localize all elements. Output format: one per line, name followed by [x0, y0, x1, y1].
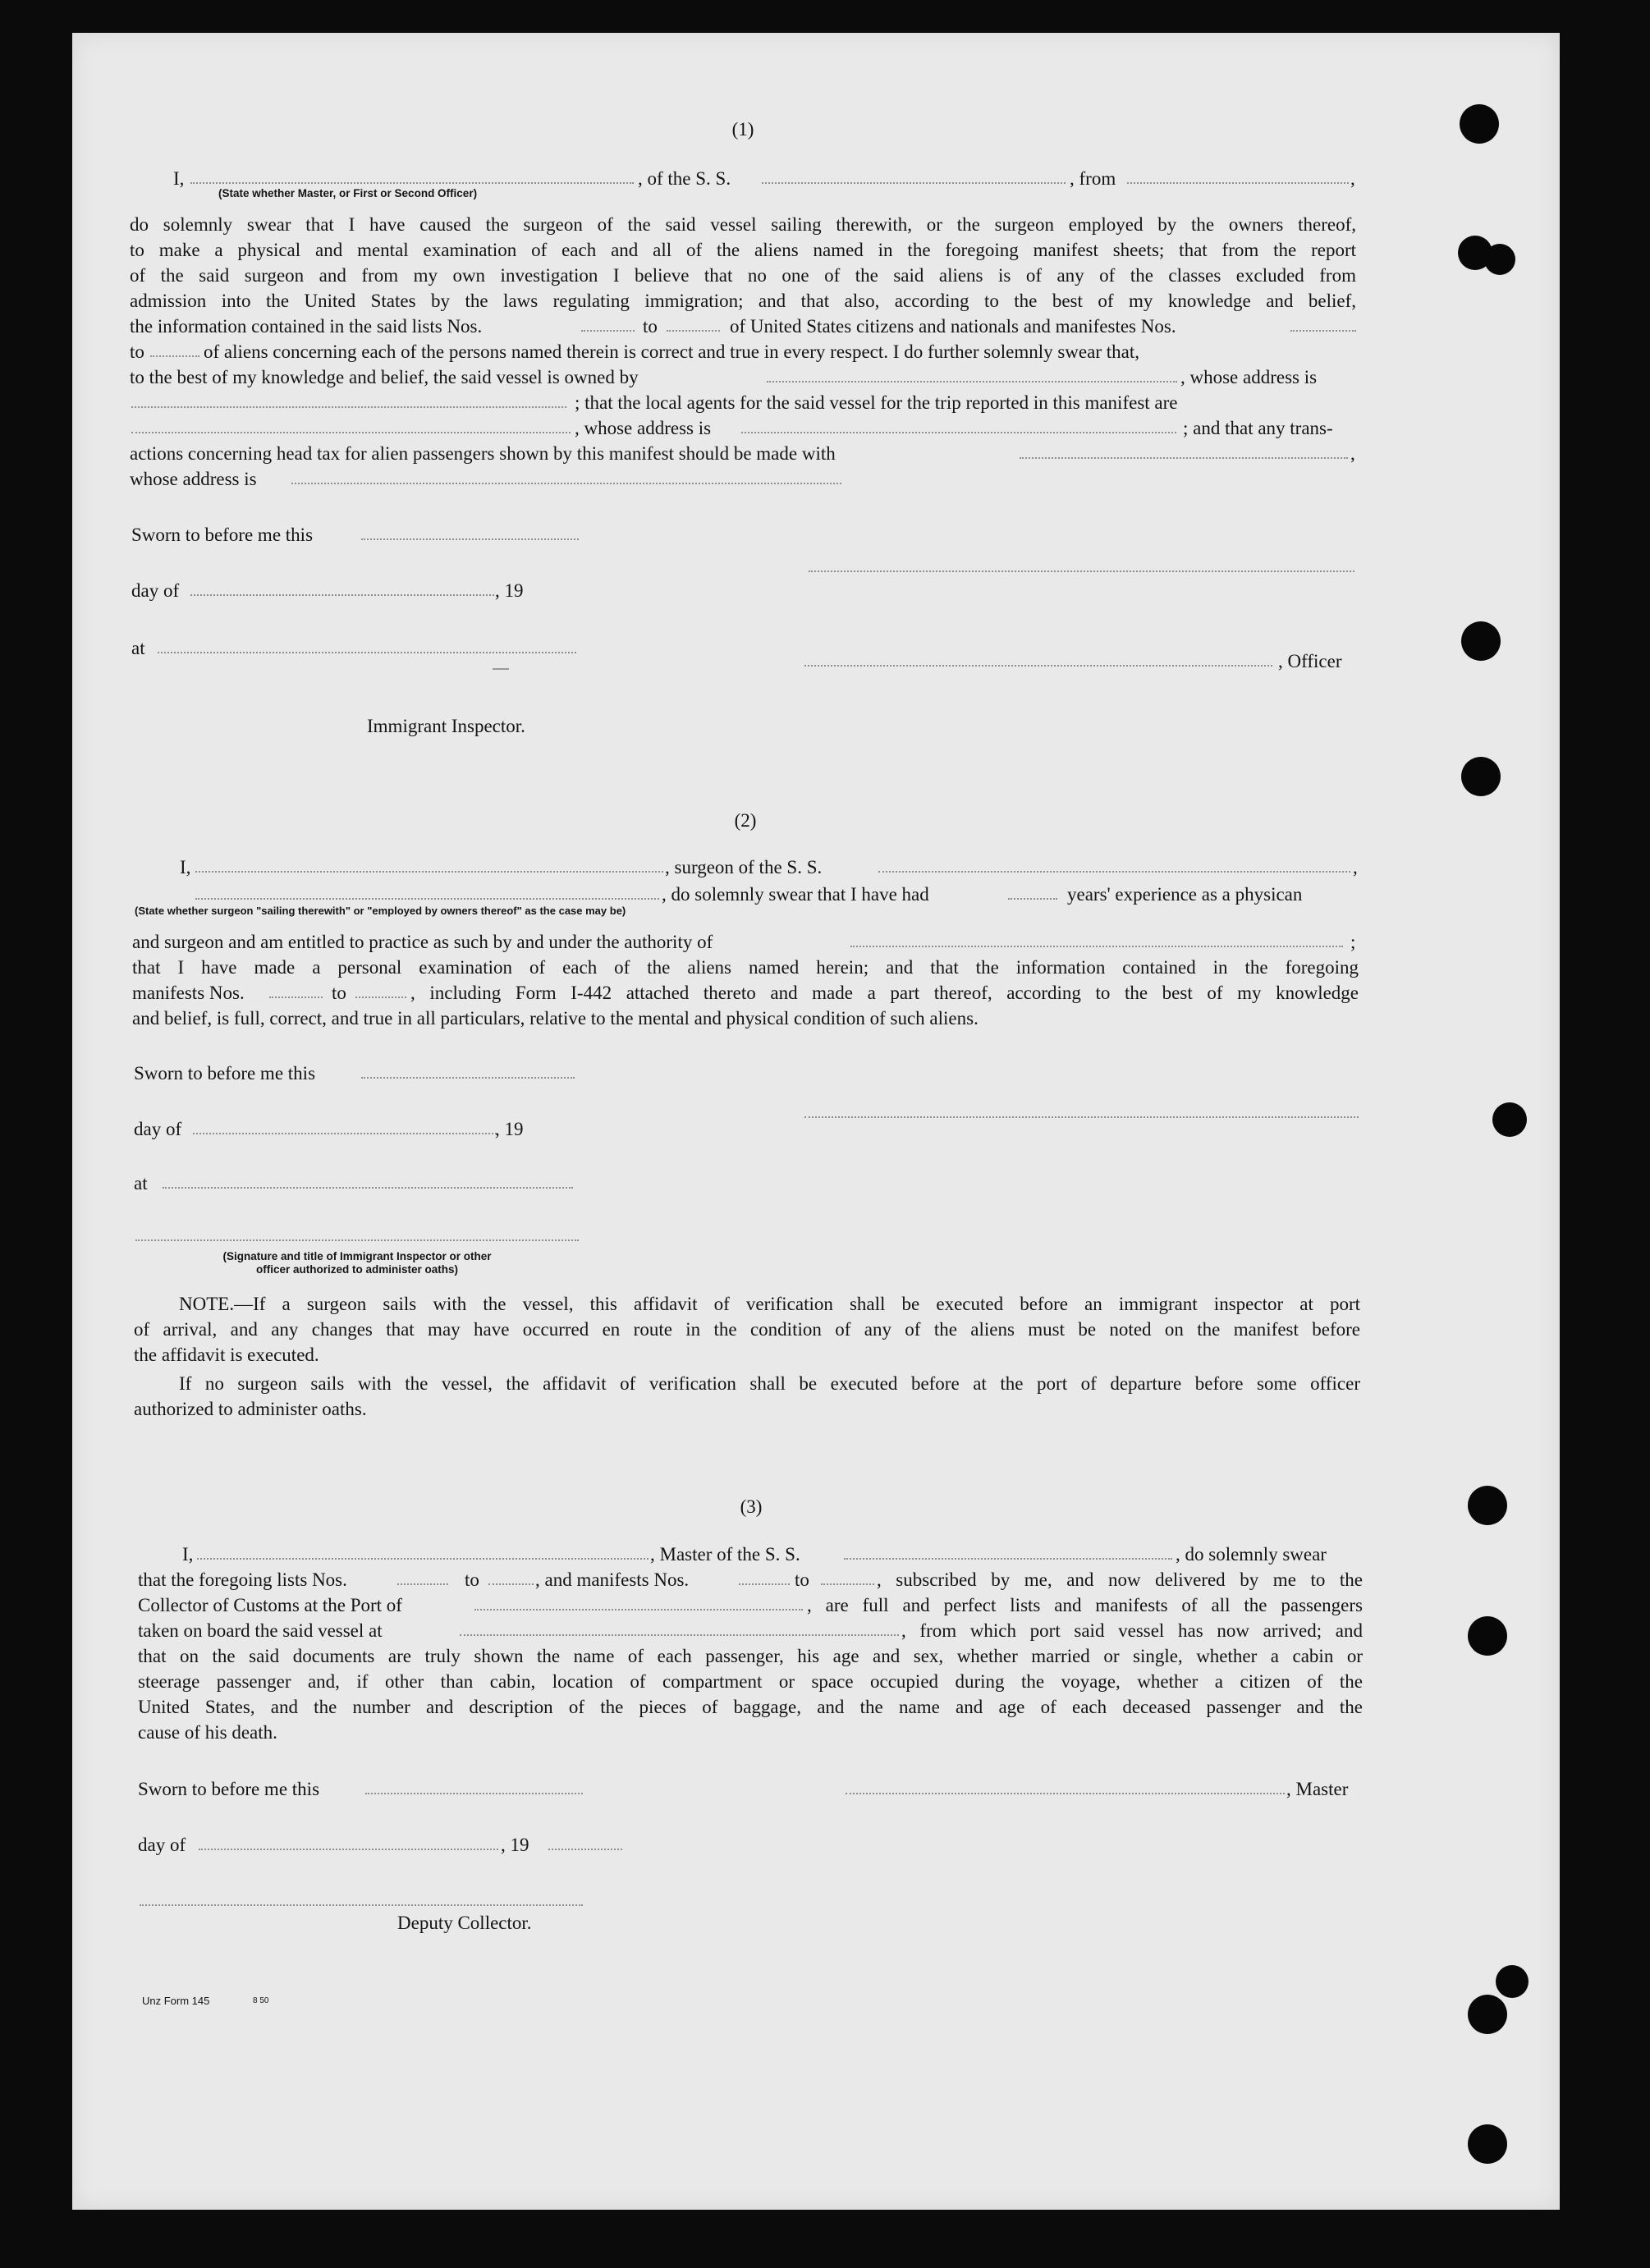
- punch-hole-3: [1484, 244, 1515, 275]
- s2-note-line-1: NOTE.—If a surgeon sails with the vessel, this affidavit of verification shall be executed before an immigrant inspector at port: [179, 1294, 1360, 1314]
- s1-l14-b: ,: [1350, 443, 1355, 464]
- s3-sworn-label: Sworn to before me this: [138, 1779, 320, 1799]
- s2-day-field: [193, 1133, 497, 1134]
- s1-at-label: at: [131, 638, 145, 658]
- s3-body-line-3: United States, and the number and description of the pieces of baggage, and the name and age of each deceased passenger and the: [138, 1697, 1363, 1717]
- s1-sworn-field: [361, 538, 579, 540]
- s1-body-line-1: do solemnly swear that I have caused the surgeon of the said vessel sailing therewith, or the surgeon employed by the owners thereof,: [130, 214, 1356, 235]
- s3-master-name-field: [197, 1558, 649, 1560]
- s2-l1-a: I,: [180, 857, 191, 877]
- s1-l9-a: the information contained in the said lists Nos.: [130, 316, 483, 337]
- s3-l1-b: , Master of the S. S.: [650, 1544, 800, 1565]
- s1-line1-comma: ,: [1350, 168, 1355, 189]
- s3-embark-port-field: [460, 1634, 899, 1636]
- s1-l10-a: to: [130, 341, 144, 362]
- s3-port-field: [474, 1609, 803, 1611]
- s3-l4-b: , from which port said vessel has now arrived; and: [901, 1620, 1363, 1641]
- s3-l1-c: , do solemnly swear: [1176, 1544, 1327, 1565]
- s2-l6: and belief, is full, correct, and true in all particulars, relative to the mental and physical condition of such aliens.: [132, 1008, 979, 1029]
- s3-l2-e: , subscribed by me, and now delivered by me to the: [877, 1569, 1363, 1590]
- s3-l4-a: taken on board the said vessel at: [138, 1620, 383, 1641]
- s1-manifests-to-field: [150, 355, 199, 357]
- s1-line1-end: , from: [1070, 168, 1116, 189]
- s2-manifests-from-field: [269, 997, 323, 998]
- section-3-number: (3): [740, 1496, 763, 1517]
- s2-l5-a: manifests Nos.: [132, 983, 245, 1003]
- s2-manifests-to-field: [355, 997, 406, 998]
- s3-master-label: , Master: [1286, 1779, 1349, 1799]
- s1-inspector-label: Immigrant Inspector.: [367, 716, 525, 736]
- s3-day-field: [199, 1849, 498, 1850]
- s2-signature-line: [804, 1116, 1359, 1118]
- s3-body-line-4: cause of his death.: [138, 1722, 277, 1743]
- s1-owner-address-field: [131, 406, 566, 408]
- s1-agents-address-field: [741, 432, 1176, 433]
- s1-l11-a: to the best of my knowledge and belief, the said vessel is owned by: [130, 367, 639, 387]
- punch-hole-7: [1468, 1486, 1507, 1525]
- s1-l9-c: of United States citizens and nationals and manifestes Nos.: [730, 316, 1176, 337]
- s2-inspector-sign-field: [135, 1239, 579, 1241]
- s2-l4: that I have made a personal examination of each of the aliens named herein; and that the information contained in the foregoing: [132, 957, 1359, 978]
- s1-l14-a: actions concerning head tax for alien passengers shown by this manifest should be made with: [130, 443, 836, 464]
- form-number: Unz Form 145: [142, 1995, 210, 2007]
- s3-body-line-1: that on the said documents are truly shown the name of each passenger, his age and sex, whether married or single, whether a cabin or: [138, 1646, 1363, 1666]
- s2-at-label: at: [134, 1173, 148, 1194]
- s3-l2-a: that the foregoing lists Nos.: [138, 1569, 347, 1590]
- punch-hole-5: [1461, 757, 1501, 796]
- s2-sworn-field: [361, 1077, 575, 1079]
- s3-lists-to-field: [488, 1583, 534, 1585]
- s1-l9-b: to: [643, 316, 658, 337]
- s3-l3-b: , are full and perfect lists and manifests of all the passengers: [807, 1595, 1363, 1615]
- s3-year-label: , 19: [501, 1835, 529, 1855]
- punch-hole-1: [1460, 104, 1499, 144]
- section-1-number: (1): [731, 119, 754, 140]
- s3-vessel-field: [844, 1558, 1172, 1560]
- s1-l15-a: whose address is: [130, 469, 257, 489]
- s2-sig-hint-2: officer authorized to administer oaths): [255, 1263, 459, 1276]
- s1-line1-mid: , of the S. S.: [638, 168, 731, 189]
- s2-l3-a: and surgeon and am entitled to practice as such by and under the authority of: [132, 932, 713, 952]
- s3-master-sign-field: [846, 1793, 1285, 1794]
- s1-officer-label: , Officer: [1278, 651, 1342, 671]
- s3-body-line-2: steerage passenger and, if other than cabin, location of compartment or space occupied during the voyage, whether a citizen of the: [138, 1671, 1363, 1692]
- s2-note-line-3: the affidavit is executed.: [134, 1345, 319, 1365]
- s1-officer-sign-field: [804, 665, 1272, 667]
- s2-surgeon-name-field: [195, 871, 663, 873]
- s2-surgeon-hint: (State whether surgeon "sailing therewith" or "employed by owners thereof" as the case may be): [135, 905, 626, 917]
- s2-surgeon-type-field: [195, 898, 659, 900]
- s3-l1-a: I,: [182, 1544, 194, 1565]
- s1-signature-line: [809, 570, 1354, 572]
- s3-l2-c: , and manifests Nos.: [535, 1569, 690, 1590]
- section-2-number: (2): [734, 810, 757, 831]
- s3-manifests-to-field: [821, 1583, 874, 1585]
- s1-headtax-field: [1020, 457, 1348, 459]
- s3-l2-d: to: [795, 1569, 809, 1590]
- mark: [493, 668, 509, 670]
- s2-authority-field: [850, 946, 1343, 947]
- s2-l1-c: ,: [1353, 857, 1358, 877]
- s2-l3-b: ;: [1350, 932, 1356, 952]
- s2-sig-hint-1: (Signature and title of Immigrant Inspector or other: [222, 1250, 492, 1262]
- s1-l13-b: ; and that any trans-: [1183, 418, 1333, 438]
- s1-owner-field: [767, 381, 1177, 383]
- s1-officer-hint: (State whether Master, or First or Second Officer): [218, 187, 478, 199]
- s1-at-field: [158, 652, 576, 653]
- s2-day-label: day of: [134, 1119, 182, 1139]
- s1-manifests-from-field: [1290, 330, 1356, 332]
- s3-lists-from-field: [397, 1583, 448, 1585]
- s1-l13-a: , whose address is: [575, 418, 712, 438]
- s1-lists-from-field: [581, 330, 635, 332]
- punch-hole-10: [1468, 1995, 1507, 2034]
- s3-manifests-from-field: [739, 1583, 790, 1585]
- punch-hole-11: [1468, 2124, 1507, 2164]
- s1-lists-to-field: [667, 330, 720, 332]
- s1-officer-field: [190, 182, 634, 184]
- s2-note2-line-2: authorized to administer oaths.: [134, 1399, 367, 1419]
- s2-years-field: [1008, 898, 1057, 900]
- s3-l2-b: to: [465, 1569, 479, 1590]
- s3-deputy-sign-field: [140, 1904, 583, 1906]
- s2-l1-b: , surgeon of the S. S.: [665, 857, 823, 877]
- s1-body-line-2: to make a physical and mental examination of each and all of the aliens named in the foregoing manifest sheets; that from the report: [130, 240, 1356, 260]
- s1-line1-start: I,: [173, 168, 185, 189]
- s2-year-label: , 19: [495, 1119, 524, 1139]
- s1-body-line-3: of the said surgeon and from my own investigation I believe that no one of the said aliens is of any of the classes excluded from: [130, 265, 1356, 286]
- s3-day-label: day of: [138, 1835, 186, 1855]
- s2-vessel-field: [878, 871, 1350, 873]
- punch-hole-8: [1468, 1616, 1507, 1656]
- s1-body-line-4: admission into the United States by the laws regulating immigration; and that also, according to the best of my knowledge and belief,: [130, 291, 1356, 311]
- s1-sworn-label: Sworn to before me this: [131, 525, 314, 545]
- s2-sworn-label: Sworn to before me this: [134, 1063, 316, 1084]
- s1-day-field: [190, 594, 494, 596]
- s1-l11-b: , whose address is: [1180, 367, 1318, 387]
- s1-l10-b: of aliens concerning each of the persons named therein is correct and true in every respect. I do further solemnly swear that,: [204, 341, 1139, 362]
- s3-sworn-field: [365, 1793, 583, 1794]
- s2-l2-a: , do solemnly swear that I have had: [662, 884, 929, 905]
- s2-note2-line-1: If no surgeon sails with the vessel, the affidavit of verification shall be executed before at the port of departure before some officer: [179, 1373, 1360, 1394]
- punch-hole-4: [1461, 621, 1501, 661]
- s2-at-field: [163, 1187, 573, 1189]
- s1-from-field: [1127, 182, 1349, 184]
- s2-l2-b: years' experience as a physican: [1067, 884, 1303, 905]
- s1-day-label: day of: [131, 580, 180, 601]
- s3-l3-a: Collector of Customs at the Port of: [138, 1595, 402, 1615]
- s3-year-field: [548, 1849, 622, 1850]
- s2-note-line-2: of arrival, and any changes that may have occurred en route in the condition of any of the aliens must be noted on the manifest before: [134, 1319, 1360, 1340]
- s3-deputy-label: Deputy Collector.: [397, 1913, 532, 1933]
- s2-l5-c: , including Form I-442 attached thereto and made a part thereof, according to the best of my knowledge: [410, 983, 1359, 1003]
- s2-l5-b: to: [332, 983, 346, 1003]
- form-code: 8 50: [253, 1996, 269, 2005]
- s1-year-label: , 19: [495, 580, 524, 601]
- s1-vessel-field: [762, 182, 1066, 184]
- s1-l12-a: ; that the local agents for the said vessel for the trip reported in this manifest are: [575, 392, 1178, 413]
- s1-headtax-address-field: [291, 483, 841, 484]
- s1-agents-field: [131, 432, 571, 433]
- punch-hole-6: [1492, 1102, 1527, 1137]
- punch-hole-9: [1496, 1965, 1529, 1998]
